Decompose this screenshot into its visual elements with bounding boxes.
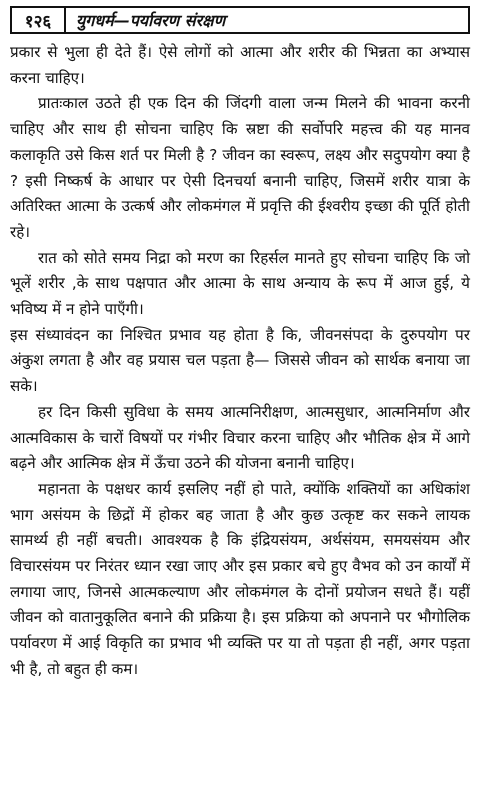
chapter-title: युगधर्म—पर्यावरण संरक्षण [76, 11, 226, 30]
paragraph: प्रकार से भुला ही देते हैं। ऐसे लोगों को आत्मा और शरीर की भिन्नता का अभ्यास करना चाहिए। [10, 43, 470, 87]
page-number: १२६ [12, 8, 66, 32]
paragraph: प्रातःकाल उठते ही एक दिन की जिंदगी वाला जन्म मिलने की भावना करनी चाहिए और साथ ही सोचना चाहिए कि स्रष्टा की सर्वोपरि महत्त्व की यह मानव कलाकृति उसे किस शर्त पर मिली है ? जीवन का स्वरूप, लक्ष्य और सदुपयोग क्या है ? इसी निष्कर्ष के आधार पर ऐसी दिनचर्या बनानी चाहिए, जिसमें शरीर यात्रा के अतिरिक्त आत्मा के उत्कर्ष और लोकमंगल में प्रवृत्ति की ईश्वरीय इच्छा की पूर्ति होती रहे। [10, 94, 470, 241]
page-body [10, 40, 470, 683]
page-header [10, 6, 470, 34]
paragraph: रात को सोते समय निद्रा को मरण का रिहर्सल मानते हुए सोचना चाहिए कि जो भूलें शरीर ,के साथ पक्षपात और आत्मा के साथ अन्याय के रूप में आज हुई, ये भविष्य में न होने पाएँगी। [10, 248, 470, 319]
paragraph: महानता के पक्षधर कार्य इसलिए नहीं हो पाते, क्योंकि शक्तियों का अधिकांश भाग असंयम के छिद्रों में होकर बह जाता है और कुछ उत्कृष्ट कर सकने लायक सामर्थ्य ही नहीं बचती। आवश्यक है कि इंद्रियसंयम, अर्थसंयम, समयसंयम और विचारसंयम पर निरंतर ध्यान रखा जाए और इस प्रकार बचे हुए वैभव को उन कार्यों में लगाया जाए, जिनसे आत्मकल्याण और लोकमंगल के दोनों प्रयोजन सधते हैं। यहीं जीवन को वातानुकूलित बनाने की प्रक्रिया है। इस प्रक्रिया को अपनाने पर भौगोलिक पर्यावरण में आई विकृति का प्रभाव भी व्यक्ति पर या तो पड़ता ही नहीं, अगर पड़ता भी है, तो बहुत ही कम। [10, 479, 470, 678]
paragraph: हर दिन किसी सुविधा के समय आत्मनिरीक्षण, आत्मसुधार, आत्मनिर्माण और आत्मविकास के चारों विषयों पर गंभीर विचार करना चाहिए और भौतिक क्षेत्र में आगे बढ़ने और आत्मिक क्षेत्र में ऊँचा उठने की योजना बनानी चाहिए। [10, 402, 470, 473]
paragraph: इस संध्यावंदन का निश्चित प्रभाव यह होता है कि, जीवनसंपदा के दुरुपयोग पर अंकुश लगता है और वह प्रयास चल पड़ता है— जिससे जीवन को सार्थक बनाया जा सके। [10, 325, 470, 396]
